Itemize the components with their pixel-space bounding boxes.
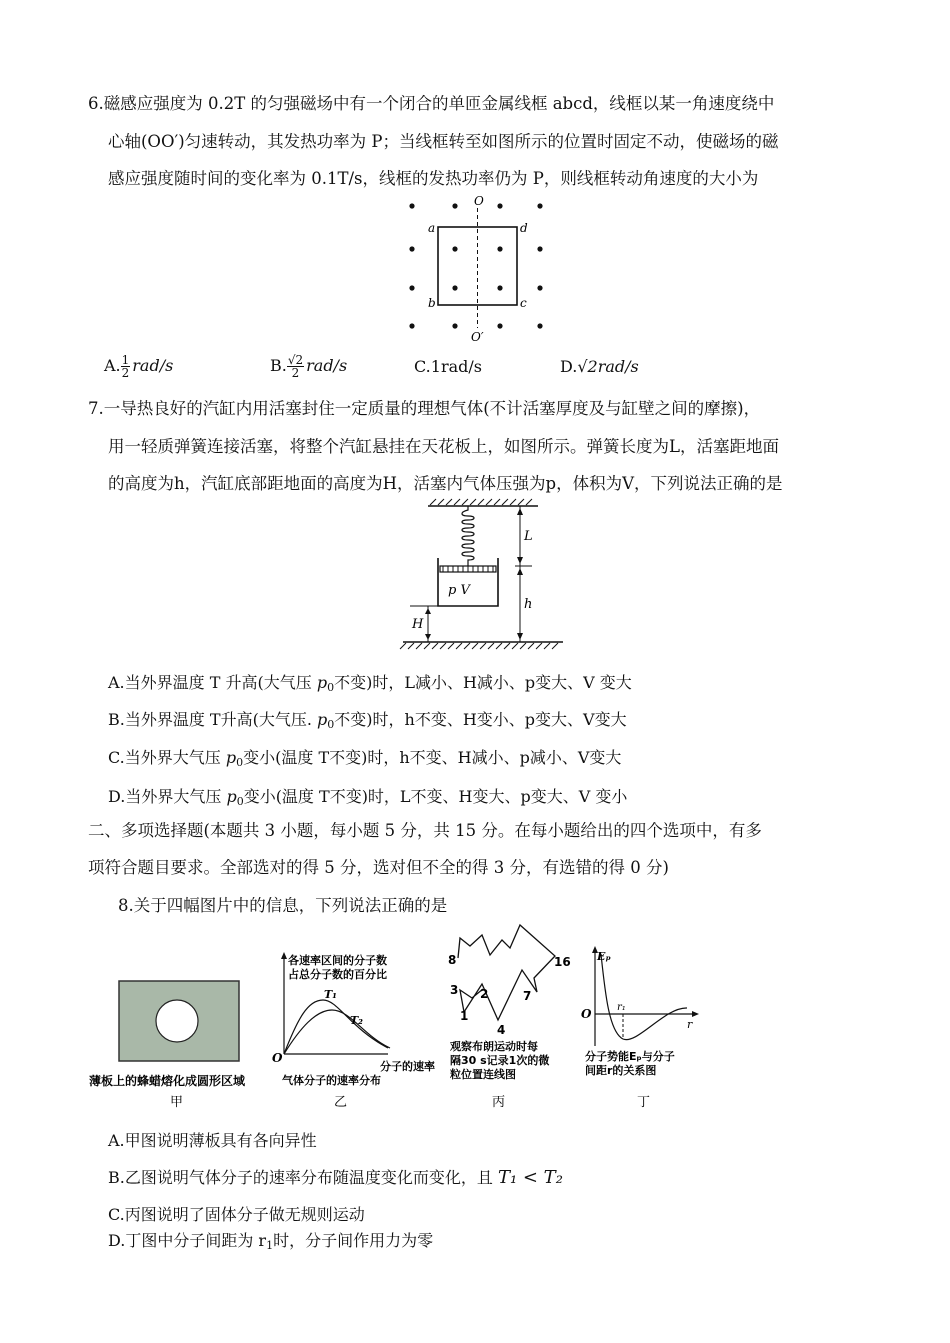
melted-circle [156, 1000, 198, 1042]
yi-T1: T₁ [324, 988, 338, 1001]
q7-stem-line3: 的高度为h，汽缸底部距地面的高度为H，活塞内气体压强为p，体积为V，下列说法正确的是 [108, 474, 783, 493]
ding-caption-2: 间距r的关系图 [585, 1064, 657, 1077]
q8-stem: 8.关于四幅图片中的信息，下列说法正确的是 [118, 896, 448, 915]
yi-xlabel: 分子的速率 [380, 1060, 435, 1073]
piston-hatch [443, 566, 493, 572]
yi-T2: T₂ [350, 1014, 364, 1027]
label-L: L [524, 529, 533, 544]
q7-option-d: D.当外界大气压 $p_0$变小(温度 T不变)时，L不变、H变大、p变大、V 变小 [108, 787, 628, 808]
q8-figure-ding [575, 942, 710, 1110]
jia-label: 甲 [170, 1095, 184, 1110]
ding-r1: r₁ [617, 1002, 626, 1013]
ding-ep-curve [601, 954, 687, 1040]
q7-stem-line2: 用一轻质弹簧连接活塞，将整个汽缸悬挂在天花板上，如图所示。弹簧长度为L，活塞距地面 [108, 437, 779, 456]
label-O2: O′ [471, 330, 484, 342]
q8-option-b: B.乙图说明气体分子的速率分布随温度变化而变化，且 T₁ < T₂ [108, 1167, 563, 1188]
label-a: a [428, 221, 436, 235]
yi-curve-T2 [284, 1010, 390, 1054]
bing-point-2: 2 [480, 987, 489, 1001]
q6-stem-line2: 心轴(OO′)匀速转动，其发热功率为 P；当线框转至如图所示的位置时固定不动，使磁场的磁 [108, 132, 779, 151]
yi-label: 乙 [334, 1095, 348, 1110]
section2-heading-line2: 项符合题目要求。全部选对的得 5 分，选对但不全的得 3 分，有选错的得 0 分) [88, 858, 669, 877]
yi-title2: 占总分子数的百分比 [288, 968, 387, 981]
bing-point-8: 8 [448, 953, 457, 967]
q8-figure-bing [440, 920, 575, 1110]
q6-coil-figure [400, 192, 550, 342]
label-b: b [428, 296, 436, 310]
bing-caption-2: 隔30 s记录1次的微 [450, 1054, 550, 1067]
q6-option-d: D.√2rad/s [560, 357, 639, 376]
q6-option-a: A. $\frac{1}{2}$ rad/s [104, 353, 174, 380]
ground-hatch [400, 643, 558, 649]
bing-point-3: 3 [450, 983, 459, 997]
bing-point-4: 4 [497, 1023, 506, 1037]
ding-label: 丁 [637, 1095, 651, 1110]
q7-cylinder-figure [398, 496, 568, 656]
ding-origin: O [581, 1007, 592, 1021]
label-pV: p V [448, 583, 470, 598]
yi-caption: 气体分子的速率分布 [282, 1074, 381, 1087]
section2-heading-line1: 二、多项选择题(本题共 3 小题，每小题 5 分，共 15 分。在每小题给出的四个选项中，有多 [88, 821, 762, 840]
ding-ep: Eₚ [597, 950, 611, 963]
q6-stem-line1: 6.磁感应强度为 0.2T 的匀强磁场中有一个闭合的单匝金属线框 abcd，线框以某一角速度绕中 [88, 94, 775, 113]
q6-option-b: B. $\frac{√2}{2}$ rad/s [270, 353, 348, 380]
bing-caption-3: 粒位置连线图 [450, 1068, 516, 1081]
bing-caption-1: 观察布朗运动时每 [450, 1040, 538, 1053]
yi-title1: 各速率区间的分子数 [288, 954, 387, 967]
q6-option-c: C.1rad/s [414, 357, 482, 376]
q6-stem-line3: 感应强度随时间的变化率为 0.1T/s，线框的发热功率仍为 P，则线框转动角速度的大小为 [108, 169, 759, 188]
bing-point-7: 7 [523, 989, 532, 1003]
ding-r: r [687, 1018, 693, 1031]
yi-curve-T1 [284, 1000, 388, 1054]
yi-origin: O [272, 1051, 283, 1065]
spring [462, 506, 474, 566]
q7-option-a: A.当外界温度 T 升高(大气压 $p_0$不变)时，L减小、H减小、p变大、V 变大 [108, 673, 632, 694]
brownian-path [458, 925, 555, 1020]
label-O: O [474, 194, 484, 208]
label-H: H [412, 617, 424, 632]
bing-point-16: 16 [554, 955, 571, 969]
bing-point-1: 1 [460, 1009, 469, 1023]
label-c: c [520, 296, 527, 310]
ding-caption-1: 分子势能Eₚ与分子 [585, 1050, 675, 1063]
jia-caption: 薄板上的蜂蜡熔化成圆形区域 [89, 1074, 246, 1088]
q7-stem-line1: 7.一导热良好的汽缸内用活塞封住一定质量的理想气体(不计活塞厚度及与缸壁之间的摩擦)， [88, 399, 761, 418]
label-d: d [520, 221, 528, 235]
q7-option-c: C.当外界大气压 $p_0$变小(温度 T不变)时，h不变、H减小、p减小、V变大 [108, 748, 622, 769]
q8-figure-yi [268, 948, 443, 1110]
ceiling-hatch [430, 499, 532, 505]
label-h: h [524, 597, 533, 612]
q8-option-a: A.甲图说明薄板具有各向异性 [108, 1131, 317, 1150]
q7-option-b: B.当外界温度 T升高(大气压. $p_0$不变)时，h不变、H变小、p变大、V变大 [108, 710, 627, 731]
bing-label: 丙 [492, 1095, 506, 1110]
q8-option-c: C.丙图说明了固体分子做无规则运动 [108, 1205, 365, 1224]
q8-figure-jia [84, 975, 274, 1110]
q8-option-d: D.丁图中分子间距为 $r_1$时，分子间作用力为零 [108, 1231, 434, 1252]
